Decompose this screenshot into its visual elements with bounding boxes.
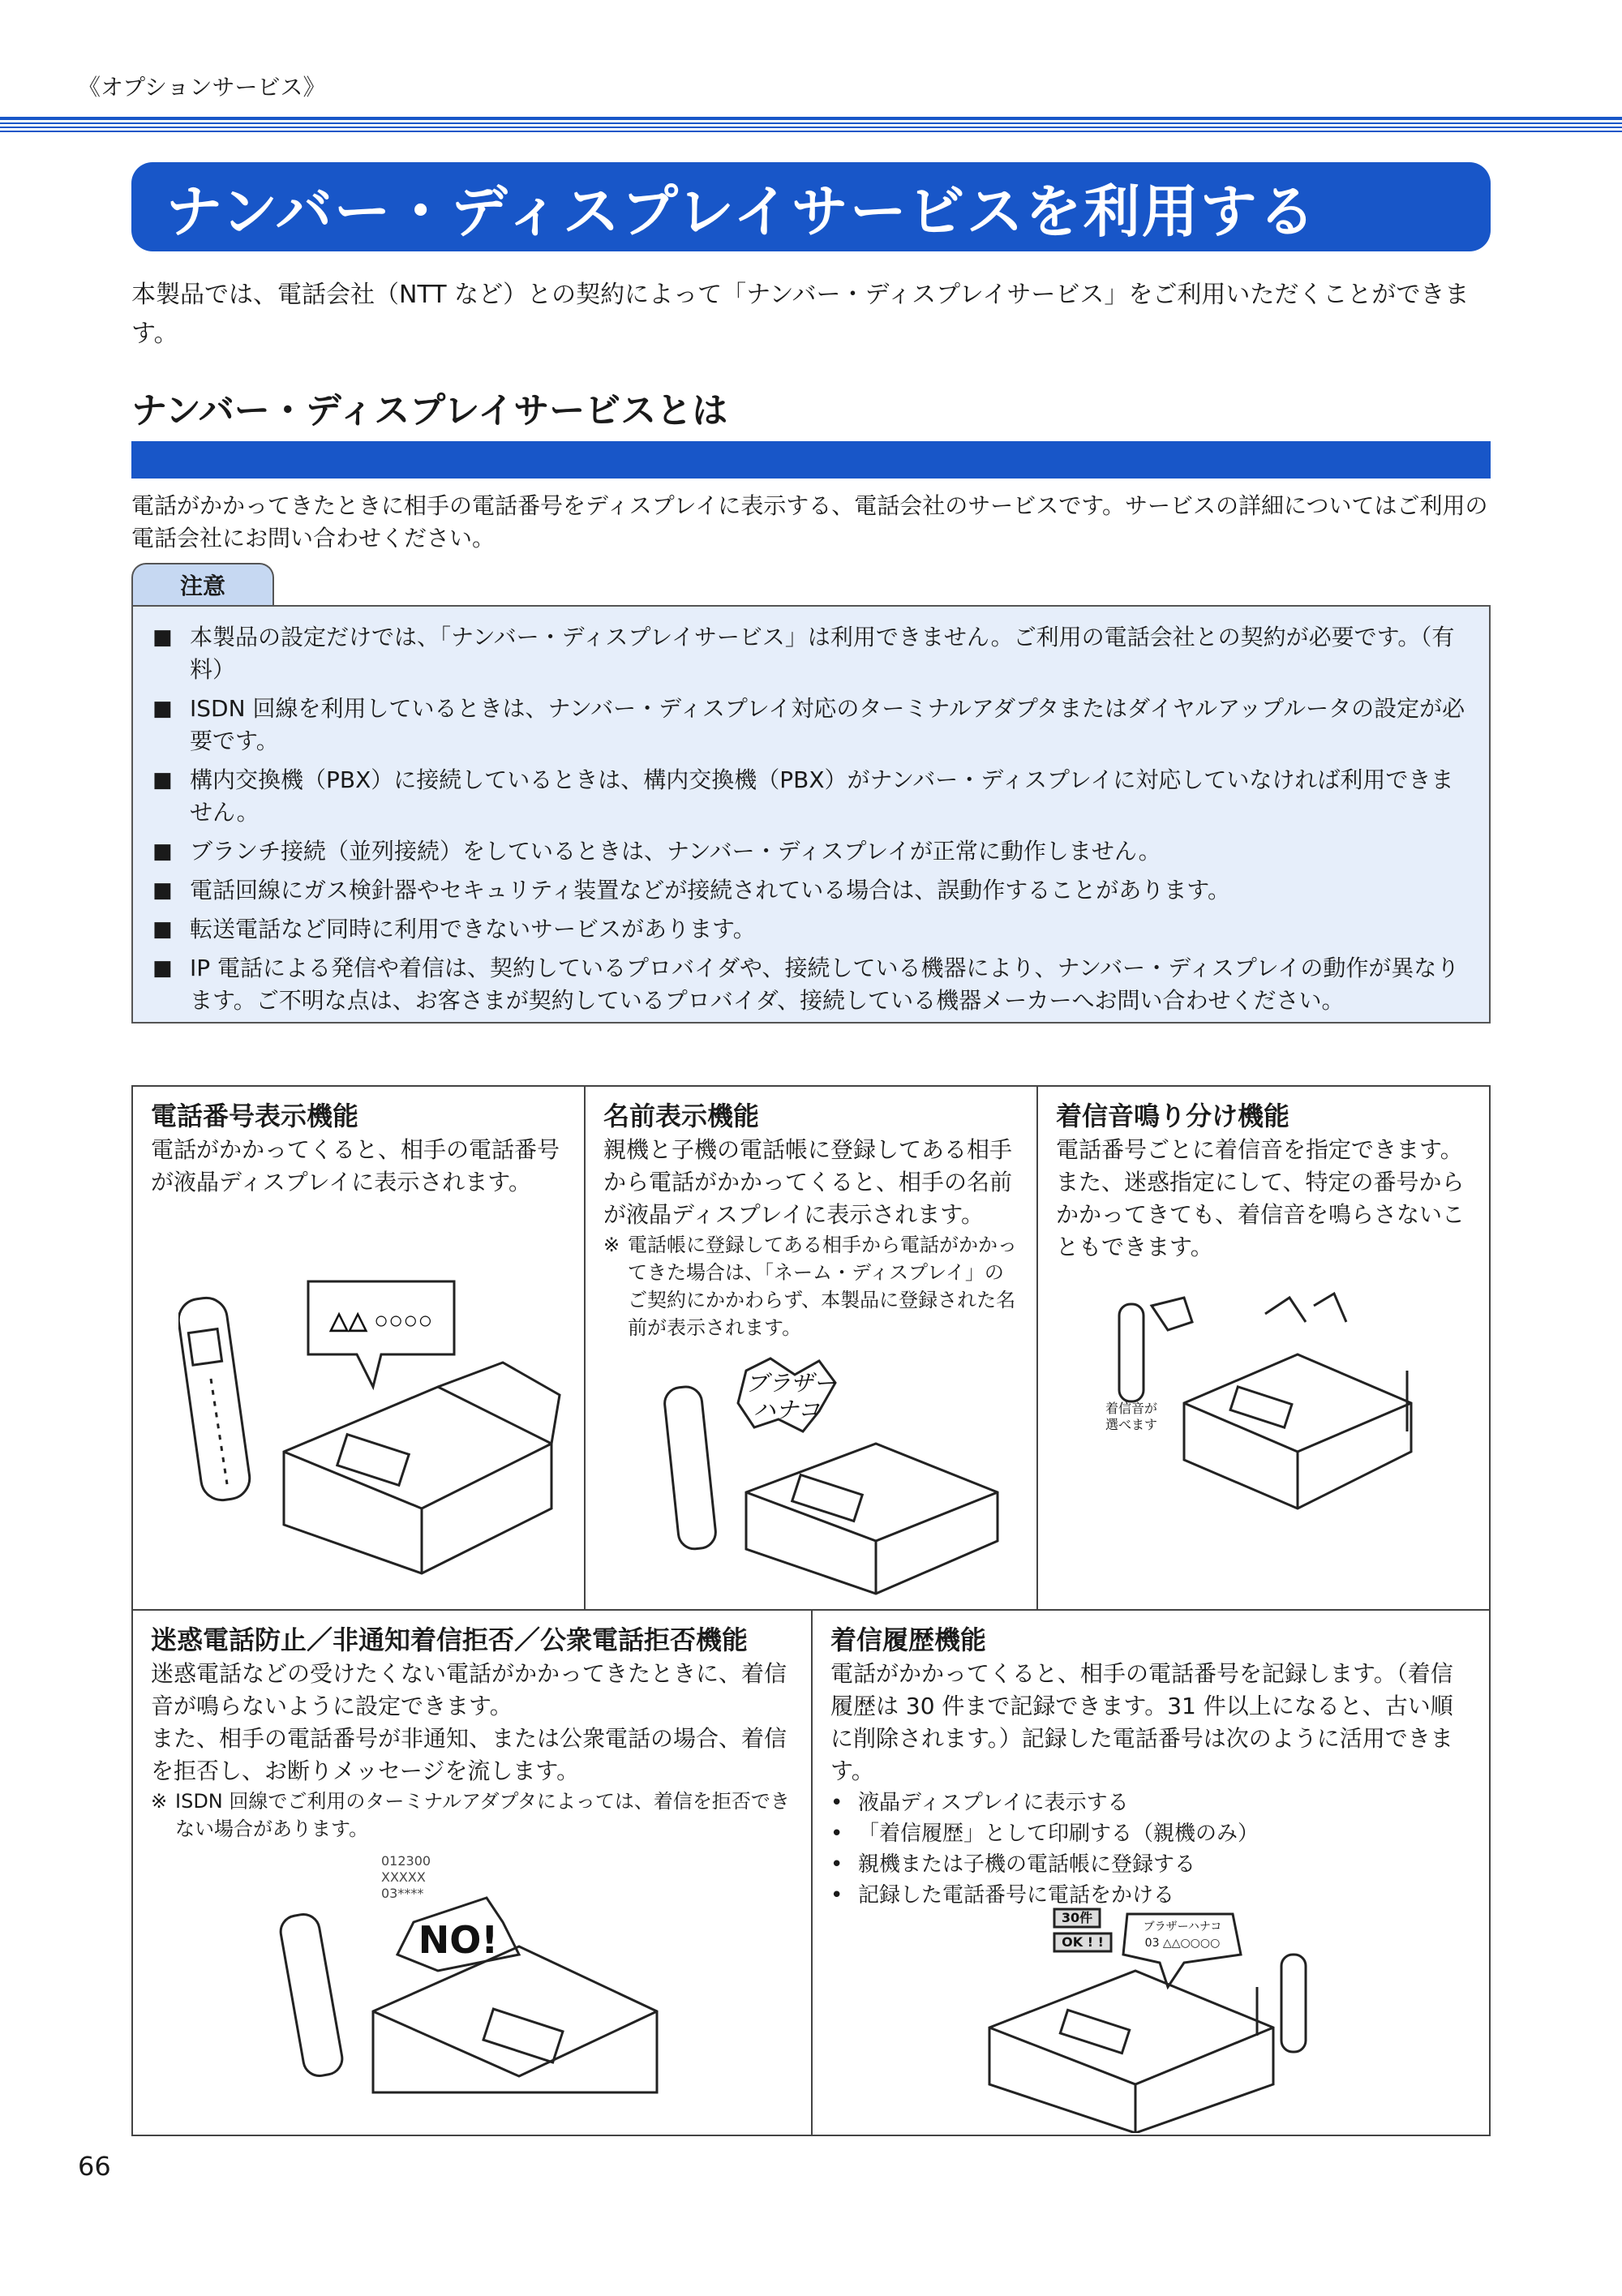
feature-body: 親機と子機の電話帳に登録してある相手から電話がかかってくると、相手の名前が液晶ディスプレイに表示されます。 [603,1136,1013,1228]
feature-body: 電話がかかってくると、相手の電話番号が液晶ディスプレイに表示されます。 [151,1136,560,1195]
ringtone-caption-line1: 着信音が [1105,1401,1158,1416]
square-bullet-icon: ■ [152,956,173,981]
caution-item: ■ 構内交換機（PBX）に接続しているときは、構内交換機（PBX）がナンバー・ディスプレイに対応していなければ利用できません。 [152,764,1470,829]
square-bullet-icon: ■ [152,625,173,650]
bullet-icon: • [830,1822,843,1846]
caution-box [131,605,1491,1024]
feature-title: 電話番号表示機能 [151,1101,359,1131]
ringtone-illustration [1103,1290,1444,1557]
intro-paragraph: 本製品では、電話会社（NTT など）との契約によって「ナンバー・ディスプレイサービス」をご利用いただくことができます。 [131,281,1470,348]
section-rule [131,441,1491,479]
bullet-icon: • [830,1791,843,1815]
feature-note: ※ ISDN 回線でご利用のターミナルアダプタによっては、着信を拒否できない場合があります。 [151,1787,793,1843]
name-balloon-line2: ハナコ [753,1397,821,1423]
caution-tab: 注意 [131,563,274,605]
reference-mark-icon: ※ [151,1790,168,1813]
name-display-illustration [657,1354,1014,1598]
caution-item: ■ 電話回線にガス検針器やセキュリティ装置などが接続されている場合は、誤動作することがあります。 [152,874,1470,907]
feature-note: ※ 電話帳に登録してある相手から電話がかかってきた場合は、「ネーム・ディスプレイ」のご契約にかかわらず、本製品に登録された名前が表示されます。 [603,1231,1019,1341]
ringtone-caption-line2: 選べます [1105,1417,1158,1432]
history-balloon-name: ブラザーハナコ [1143,1920,1222,1933]
history-balloon-number: 03 △△○○○○ [1144,1937,1221,1950]
call-block-illustration [276,1849,665,2117]
feature-title: 名前表示機能 [603,1101,760,1131]
caution-item: ■ 転送電話など同時に利用できないサービスがあります。 [152,913,1470,946]
name-balloon-line1: ブラザー [744,1370,837,1397]
caution-item: ■ ブランチ接続（並列接続）をしているときは、ナンバー・ディスプレイが正常に動作しません。 [152,835,1470,868]
caution-item: ■ ISDN 回線を利用しているときは、ナンバー・ディスプレイ対応のターミナルアダプタまたはダイヤルアップルータの設定が必要です。 [152,693,1470,757]
block-screen-line3: 03**** [381,1886,424,1901]
section-heading: ナンバー・ディスプレイサービスとは [131,390,728,431]
feature-body: また、迷惑指定にして、特定の番号からかかってきても、着信音を鳴らさないこともできます。 [1056,1169,1465,1260]
history-bullet-item: • 「着信履歴」として印刷する（親機のみ） [830,1818,1471,1849]
caution-item: ■ IP 電話による発信や着信は、契約しているプロバイダや、接続している機器により、ナンバー・ディスプレイの動作が異なります。ご不明な点は、お客さまが契約しているプロバイダ、接続している機器メーカーへお問い合わせください。 [152,952,1470,1017]
call-history-illustration [973,1898,1314,2133]
feature-body: 迷惑電話などの受けたくない電話がかかってきたときに、着信音が鳴らないように設定できます。 [151,1660,787,1719]
page-number: 66 [78,2151,111,2182]
reference-mark-icon: ※ [603,1234,620,1256]
history-count-label: 30件 [1061,1910,1093,1925]
square-bullet-icon: ■ [152,917,173,942]
history-ok-label: OK ! ! [1062,1934,1104,1950]
block-screen-line2: XXXXX [381,1869,426,1885]
block-screen-line1: 012300 [381,1853,431,1869]
caller-id-illustration [178,1265,568,1590]
feature-body: 電話がかかってくると、相手の電話番号を記録します。（着信履歴は 30 件まで記録できます。31 件以上になると、古い順に削除されます。）記録した電話番号は次のように活用できます。 [830,1660,1453,1784]
history-bullet-item: • 記録した電話番号に電話をかける [830,1880,1471,1911]
square-bullet-icon: ■ [152,878,173,903]
feature-title: 着信音鳴り分け機能 [1056,1101,1290,1131]
feature-body: また、相手の電話番号が非通知、または公衆電話の場合、着信を拒否し、お断りメッセージを流します。 [151,1725,787,1784]
feature-title: 着信履歴機能 [830,1624,987,1655]
bullet-icon: • [830,1852,843,1877]
square-bullet-icon: ■ [152,697,173,721]
history-bullet-item: • 液晶ディスプレイに表示する [830,1787,1471,1818]
feature-title: 迷惑電話防止／非通知着信拒否／公衆電話拒否機能 [151,1624,749,1655]
caller-id-balloon-text: △△ ○○○○ [329,1307,433,1334]
square-bullet-icon: ■ [152,839,173,864]
block-shout-text: NO! [418,1918,499,1962]
caution-item: ■ 本製品の設定だけでは、「ナンバー・ディスプレイサービス」は利用できません。ご利用の電話会社との契約が必要です。（有料） [152,621,1470,686]
bullet-icon: • [830,1883,843,1908]
square-bullet-icon: ■ [152,768,173,792]
feature-body: 電話番号ごとに着信音を指定できます。 [1056,1136,1463,1163]
page-title: ナンバー・ディスプレイサービスを利用する [165,178,1317,245]
header-rules [0,117,1622,133]
section-description: 電話がかかってきたときに相手の電話番号をディスプレイに表示する、電話会社のサービスです。サービスの詳細についてはご利用の電話会社にお問い合わせください。 [131,492,1488,551]
page-title-bar [131,162,1491,251]
history-bullet-item: • 親機または子機の電話帳に登録する [830,1849,1471,1880]
header-label: 《オプションサービス》 [78,74,326,101]
